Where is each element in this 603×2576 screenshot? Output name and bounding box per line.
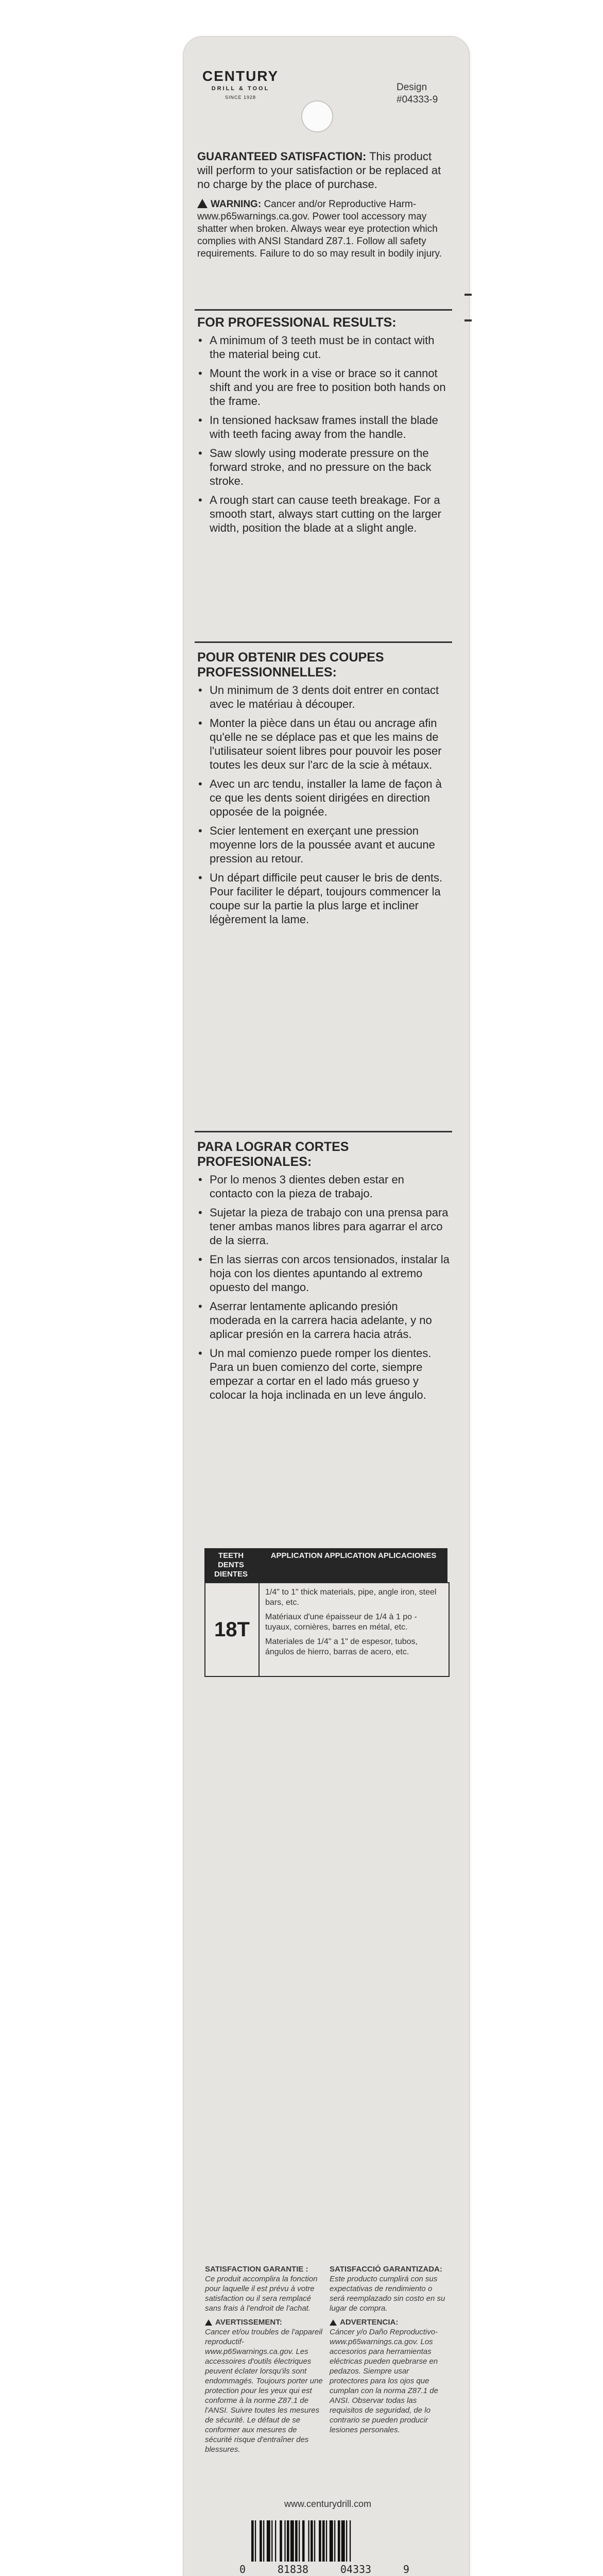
barcode-bar — [287, 2520, 289, 2562]
barcode-bar — [334, 2520, 335, 2562]
guarantee-title: GUARANTEED SATISFACTION: — [197, 150, 367, 163]
barcode-bar — [314, 2520, 315, 2562]
application-es: Materiales de 1/4" a 1" de espesor, tubos, ángulos de hierro, barras de acero, etc. — [265, 1637, 418, 1656]
barcode-bar — [341, 2520, 345, 2562]
barcode-bar — [346, 2520, 347, 2562]
website-url: www.centurydrill.com — [284, 2499, 372, 2509]
barcode-bar — [322, 2520, 325, 2562]
fine-es-warn-title: ADVERTENCIA: — [340, 2318, 399, 2327]
barcode-bar — [350, 2520, 351, 2562]
barcode-bar — [271, 2520, 272, 2562]
fine-es-title: SATISFACCIÓ GARANTIZADA: — [330, 2265, 442, 2274]
barcode-bar — [267, 2520, 270, 2562]
barcode-bar — [255, 2520, 256, 2562]
section-divider — [195, 641, 452, 643]
barcode-bar — [263, 2520, 264, 2562]
fine-es-body: Este producto cumplirá con sus expectativas de rendimiento o será reemplazado sin costo en su lugar de compra. — [330, 2275, 445, 2313]
barcode-bar — [280, 2520, 282, 2562]
es-section — [197, 1140, 450, 1407]
hang-hole — [301, 100, 333, 132]
es-item: • Sujetar la pieza de trabajo con una prensa para tener ambas manos libres para agarrar el arco de la sierra. — [197, 1206, 450, 1247]
fine-fr-warn-title: AVERTISSEMENT: — [215, 2318, 282, 2327]
edge-mark — [464, 294, 472, 296]
barcode-bar — [290, 2520, 294, 2562]
application-fr: Matériaux d'une épaisseur de 1/4 à 1 po - tuyaux, cornières, barres en métal, etc. — [265, 1613, 417, 1632]
fine-es-warn-body: Cáncer y/o Daño Reproductivo- www.p65warnings.ca.gov. Los accesorios para herramientas eléctricas pueden quebrarse en pedazos. Siempre usar protectores para los ojos que cumplan con la norma Z87.1 de ANSI. Observar todas las requisitos de seguridad, de lo contrario se pueden producir lesiones personales. — [330, 2328, 438, 2434]
fr-item: • Monter la pièce dans un étau ou ancrage afin qu'elle ne se déplace pas et que les mains de l'utilisateur soient libres pour pouvoir les poser toutes les deux sur l'arc de la scie à métaux. — [197, 716, 450, 772]
fr-item: • Un minimum de 3 dents doit entrer en contact avec le matériau à découper. — [197, 683, 450, 711]
barcode-bar — [326, 2520, 327, 2562]
en-section — [197, 315, 450, 540]
brand-subname: DRILL & TOOL — [211, 86, 270, 92]
fr-title: POUR OBTENIR DES COUPES PROFESSIONNELLES: — [197, 650, 384, 680]
warning-icon-es — [330, 2319, 337, 2326]
barcode-digit: 0 — [239, 2563, 246, 2575]
brand-badge: SINCE 1928 — [225, 95, 256, 100]
en-item: • Mount the work in a vise or brace so it cannot shift and you are free to position both hands on the frame. — [197, 366, 450, 408]
edge-mark — [464, 319, 472, 321]
guarantee-body: This product will perform to your satisfaction or be replaced at no charge by the place of purchase. — [197, 150, 441, 191]
barcode-bar — [302, 2520, 305, 2562]
barcode-bar — [319, 2520, 321, 2562]
barcode-bar — [299, 2520, 300, 2562]
fr-item: • Scier lentement en exerçant une pression moyenne lors de la poussée avant et aucune pression au retour. — [197, 824, 450, 866]
es-item: • Por lo menos 3 dientes deben estar en contacto con la pieza de trabajo. — [197, 1173, 450, 1200]
brand-name: CENTURY — [202, 68, 279, 84]
fine-fr-warn-body: Cancer et/ou troubles de l'appareil reproductif- www.p65warnings.ca.gov. Les accessoires d'outils électriques peuvent éclater lorsqu'ils sont endommagés. Toujours porter une protection pour les yeux qui est conforme à la norme Z87.1 de l'ANSI. Suivre toutes les mesures de sécurité. Le défaut de se conformer aux mesures de sécurité risque d'entraîner des blessures. — [205, 2328, 323, 2454]
en-item: • A rough start can cause teeth breakage. For a smooth start, always start cutting on the larger width, position the blade at a slight angle. — [197, 493, 450, 535]
en-item: • A minimum of 3 teeth must be in contact with the material being cut. — [197, 333, 450, 361]
warning-block — [197, 198, 450, 260]
fr-item: • Un départ difficile peut causer le bris de dents. Pour faciliter le départ, toujours commencer la coupe sur la partie la plus large et incliner légèrement la lame. — [197, 871, 450, 926]
teeth-table-header — [204, 1548, 447, 1582]
barcode-bar — [260, 2520, 262, 2562]
section-divider — [195, 309, 452, 311]
barcode-digits-left: 81838 — [277, 2563, 309, 2575]
warning-icon-fr — [205, 2319, 212, 2326]
teeth-table-row — [204, 1582, 450, 1677]
fine-print-es — [330, 2264, 448, 2435]
barcode-check-digit: 9 — [403, 2563, 409, 2575]
barcode-digits-right: 04333 — [340, 2563, 372, 2575]
barcode-bar — [338, 2520, 340, 2562]
en-title: FOR PROFESSIONAL RESULTS: — [197, 315, 397, 330]
barcode-bar — [251, 2520, 254, 2562]
application-list — [265, 1587, 443, 1662]
section-divider — [195, 1131, 452, 1132]
fr-item: • Avec un arc tendu, installer la lame de façon à ce que les dents soient dirigées en direction opposée de la poignée. — [197, 777, 450, 819]
fr-section — [197, 650, 450, 931]
barcode-bar — [275, 2520, 276, 2562]
teeth-count: 18T — [205, 1583, 260, 1676]
warning-title: WARNING: — [211, 199, 262, 210]
es-title: PARA LOGRAR CORTES PROFESIONALES: — [197, 1140, 349, 1169]
application-column-header: APPLICATION APPLICATION APLICACIONES — [270, 1551, 437, 1560]
design-number — [397, 81, 458, 106]
barcode-digits — [239, 2563, 409, 2575]
en-item: • In tensioned hacksaw frames install the blade with teeth facing away from the handle. — [197, 413, 450, 441]
design-value: #04333-9 — [397, 94, 438, 105]
teeth-column-header: TEETH DENTS DIENTES — [214, 1551, 248, 1579]
brand-logo-top — [197, 68, 284, 122]
warning-body: Cancer and/or Reproductive Harm-www.p65warnings.ca.gov. Power tool accessory may shatter when broken. Always wear eye protection which complies with ANSI Standard Z87.1. Follow all safety requirements. Failure to do so may result in bodily injury. — [197, 199, 442, 259]
es-item: • En las sierras con arcos tensionados, instalar la hoja con los dientes apuntando al extremo opuesto del mango. — [197, 1252, 450, 1294]
fine-fr-title: SATISFACTION GARANTIE : — [205, 2265, 308, 2274]
barcode-bar — [308, 2520, 309, 2562]
design-label: Design — [397, 82, 427, 93]
application-en: 1/4" to 1" thick materials, pipe, angle iron, steel bars, etc. — [265, 1588, 437, 1607]
warning-icon — [197, 199, 208, 208]
fine-fr-body: Ce produit accomplira la fonction pour laquelle il est prévu à votre satisfaction ou il sera remplacé sans frais à l'endroit de l'achat. — [205, 2275, 318, 2313]
barcode-bar — [295, 2520, 298, 2562]
es-item: • Un mal comienzo puede romper los dientes. Para un buen comienzo del corte, siempre empezar a cortar en el lado más grueso y colocar la hoja inclinada en un leve ángulo. — [197, 1346, 450, 1402]
barcode-bar — [284, 2520, 285, 2562]
guarantee-block — [197, 149, 450, 191]
fine-print-fr — [205, 2264, 323, 2454]
barcode-bar — [311, 2520, 313, 2562]
barcode-bar — [330, 2520, 333, 2562]
en-item: • Saw slowly using moderate pressure on the forward stroke, and no pressure on the back stroke. — [197, 446, 450, 488]
es-item: • Aserrar lentamente aplicando presión moderada en la carrera hacia adelante, y no aplicar presión en la carrera hacia atrás. — [197, 1299, 450, 1341]
